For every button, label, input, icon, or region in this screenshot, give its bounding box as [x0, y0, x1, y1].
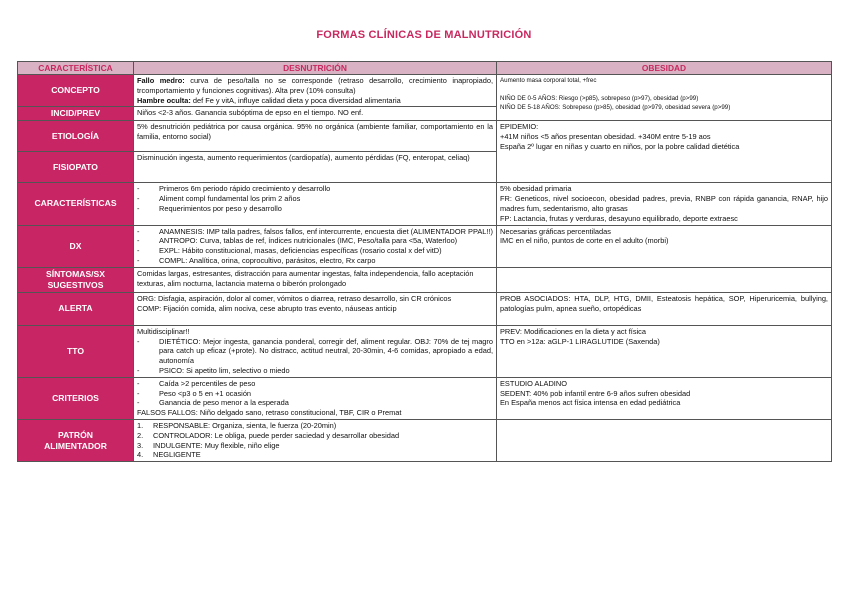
etiologia-desnutricion: 5% desnutrición pediátrica por causa orgánica. 95% no orgánica (ambiente familiar, comportamiento en la familia, entorno social)	[134, 121, 497, 152]
concepto-desnutricion	[134, 75, 497, 107]
row-concepto	[18, 75, 832, 107]
concepto-obesidad	[497, 75, 832, 121]
dx-item: - COMPL: Analítica, orina, coprocultivo, parásitos, electro, Rx carpo	[137, 256, 493, 266]
tto-obesidad	[497, 325, 832, 377]
sintomas-obesidad	[497, 267, 832, 292]
concepto-obesidad-line-2: NIÑO DE 0-5 AÑOS: Riesgo (>p85), sobrepeso (p>97), obesidad (p>99)	[500, 95, 699, 102]
caracteristicas-item: - Primeros 6m periodo rápido crecimiento y desarrollo	[137, 184, 493, 194]
patron-text: NEGLIGENTE	[153, 450, 201, 460]
criterios-item: - Peso <p3 o 5 en +1 ocasión	[137, 389, 493, 399]
alerta-obesidad: PROB ASOCIADOS: HTA, DLP, HTG, DMII, Esteatosis hepática, SOP, Hiperuricemia, bullying, patologías pulm, apnea sueño, ortopédicas	[497, 292, 832, 325]
caracteristicas-desnutricion	[134, 183, 497, 225]
etiologia-obesidad	[497, 121, 832, 183]
caracteristicas-item: - Requerimientos por peso y desarrollo	[137, 204, 493, 214]
concepto-obesidad-line-1: Aumento masa corporal total, +frec	[500, 77, 597, 84]
patron-item	[137, 421, 493, 431]
row-tto	[18, 325, 832, 377]
criterios-desnutricion	[134, 377, 497, 419]
alerta-desnutricion	[134, 292, 497, 325]
row-alerta	[18, 292, 832, 325]
dx-obesidad	[497, 225, 832, 267]
row-label-caracteristicas: CARACTERÍSTICAS	[18, 183, 134, 225]
row-label-patron-line-2: ALIMENTADOR	[44, 440, 107, 451]
dx-obesidad-line-2: IMC en el niño, puntos de corte en el adulto (morbi)	[500, 236, 669, 246]
alerta-comp: COMP: Fijación comida, alim nociva, cese abrupto tras evento, náuseas anticip	[137, 303, 397, 313]
row-label-tto: TTO	[18, 325, 134, 377]
etiologia-obesidad-line-1: EPIDEMIO:	[500, 122, 539, 132]
etiologia-obesidad-line-3: España 2º lugar en niñas y cuarto en niños, por la pobre calidad dietética	[500, 141, 740, 151]
dx-item: - EXPL: Hábito constitucional, masas, deficiencias específicas (rosario costal x def vitD)	[137, 246, 493, 256]
criterios-obesidad	[497, 377, 832, 419]
criterios-obesidad-line-1: ESTUDIO ALADINO	[500, 378, 567, 388]
page-title: FORMAS CLÍNICAS DE MALNUTRICIÓN	[316, 29, 532, 41]
concepto-hambre-oculta-text: def Fe y vitA, influye calidad dieta y poca diversidad alimentaria	[190, 95, 401, 105]
caracteristicas-item: - Aliment compl fundamental los prim 2 años	[137, 194, 493, 204]
patron-number: 1.	[137, 420, 144, 430]
header-obesidad: OBESIDAD	[497, 62, 832, 75]
patron-number: 3.	[137, 440, 144, 450]
caracteristicas-obesidad-line-3: FP: Lactancia, frutas y verduras, desayuno equilibrado, deporte extraesc	[500, 213, 738, 223]
criterios-obesidad-line-2: SEDENT: 40% pob infantil entre 6-9 años sufren obesidad	[500, 388, 691, 398]
row-label-fisiopato: FISIOPATO	[18, 152, 134, 183]
tto-item: - DIETÉTICO: Mejor ingesta, ganancia ponderal, corregir def, aliment regular. OBJ: 70% de tej magro para catch up eficaz (+prote). No distracc, actitud neutral, 20-30min, 4-6 comidas, apropiado a edad, autonomía	[137, 337, 493, 366]
row-label-sintomas	[18, 267, 134, 292]
patron-text: RESPONSABLE: Organiza, sienta, le fuerza (20-20min)	[153, 420, 337, 430]
dx-item: - ANTROPO: Curva, tablas de ref, índices nutricionales (IMC, Peso/talla para <5a, Waterloo)	[137, 236, 493, 246]
caracteristicas-obesidad	[497, 183, 832, 225]
header-row	[18, 62, 832, 75]
patron-desnutricion	[134, 419, 497, 461]
header-desnutricion: DESNUTRICIÓN	[134, 62, 497, 75]
caracteristicas-obesidad-line-2: FR: Geneticos, nivel socioecon, obesidad padres, previa, RNBP con rápida ganancia, RNAP, hijo madres fum, sedentarismo, alto grasas	[500, 194, 828, 213]
row-label-sintomas-line-1: SÍNTOMAS/SX	[45, 268, 106, 279]
etiologia-obesidad-line-2: +41M niños <5 años presentan obesidad. +340M entre 5-19 aos	[500, 132, 711, 142]
row-label-criterios: CRITERIOS	[18, 377, 134, 419]
row-label-incid: INCID/PREV	[18, 107, 134, 121]
row-label-sintomas-line-2: SUGESTIVOS	[47, 279, 104, 290]
incid-desnutricion: Niños <2-3 años. Ganancia subóptima de epso en el tiempo. NO enf.	[134, 107, 497, 121]
sintomas-desnutricion: Comidas largas, estresantes, distracción para aumentar ingestas, falta independencia, fallo aceptación texturas, alim nocturna, lactancia materna o biberón prolongado	[134, 267, 497, 292]
row-label-patron	[18, 419, 134, 461]
malnutrition-table	[17, 61, 832, 462]
row-label-alerta: ALERTA	[18, 292, 134, 325]
patron-obesidad	[497, 419, 832, 461]
concepto-hambre-oculta-term: Hambre oculta:	[137, 95, 191, 105]
caracteristicas-obesidad-line-1: 5% obesidad primaria	[500, 184, 572, 194]
row-label-dx: DX	[18, 225, 134, 267]
patron-text: CONTROLADOR: Le obliga, puede perder saciedad y desarrollar obesidad	[153, 430, 400, 440]
criterios-falsos-fallos: FALSOS FALLOS: Niño delgado sano, retraso constitucional, TBF, CIR o Premat	[137, 408, 402, 418]
patron-number: 2.	[137, 430, 144, 440]
dx-obesidad-line-1: Necesarias gráficas percentiladas	[500, 226, 611, 236]
row-sintomas	[18, 267, 832, 292]
tto-multidisciplinar: Multidisciplinar!!	[137, 326, 190, 336]
dx-item: - ANAMNESIS: IMP talla padres, falsos fallos, enf intercurrente, encuesta diet (ALIMENTADOR PPAL!!)	[137, 227, 493, 237]
row-caracteristicas	[18, 183, 832, 225]
tto-item: - PSICO: Si apetito lim, selectivo o miedo	[137, 366, 493, 376]
criterios-item: - Ganancia de peso menor a la esperada	[137, 398, 493, 408]
patron-item	[137, 441, 493, 451]
concepto-obesidad-line-3: NIÑO DE 5-18 AÑOS: Sobrepeso (p>85), obesidad (p>979, obesidad severa (p>99)	[500, 104, 731, 111]
row-dx	[18, 225, 832, 267]
tto-obesidad-line-2: TTO en >12a: aGLP-1 LIRAGLUTIDE (Saxenda)	[500, 336, 660, 346]
row-label-patron-line-1: PATRÓN	[57, 429, 93, 440]
dx-desnutricion	[134, 225, 497, 267]
tto-desnutricion	[134, 325, 497, 377]
row-etiologia	[18, 121, 832, 152]
patron-text: INDULGENTE: Muy flexible, niño elige	[153, 440, 280, 450]
tto-obesidad-line-1: PREV: Modificaciones en la dieta y act física	[500, 326, 646, 336]
patron-item	[137, 450, 493, 460]
alerta-org: ORG: Disfagia, aspiración, dolor al comer, vómitos o diarrea, retraso desarrollo, sin CR crónicos	[137, 293, 452, 303]
patron-item	[137, 431, 493, 441]
patron-number: 4.	[137, 450, 144, 460]
concepto-fallo-medro-term: Fallo medro:	[137, 76, 185, 85]
row-patron	[18, 419, 832, 461]
row-label-etiologia: ETIOLOGÍA	[18, 121, 134, 152]
criterios-obesidad-line-3: En España menos act física intensa en edad pediátrica	[500, 398, 681, 408]
fisiopato-desnutricion: Disminución ingesta, aumento requerimientos (cardiopatía), aumento pérdidas (FQ, enteropat, celiaq)	[134, 152, 497, 183]
concepto-fallo-medro-text: curva de peso/talla no se corresponde (retraso desarrollo, crecimiento inapropiado, trcomportamiento y funciones cognitivas). Alta prev (10% consulta)	[137, 76, 493, 95]
row-criterios	[18, 377, 832, 419]
row-label-concepto: CONCEPTO	[18, 75, 134, 107]
header-caracteristica: CARACTERÍSTICA	[18, 62, 134, 75]
criterios-item: - Caída >2 percentiles de peso	[137, 379, 493, 389]
